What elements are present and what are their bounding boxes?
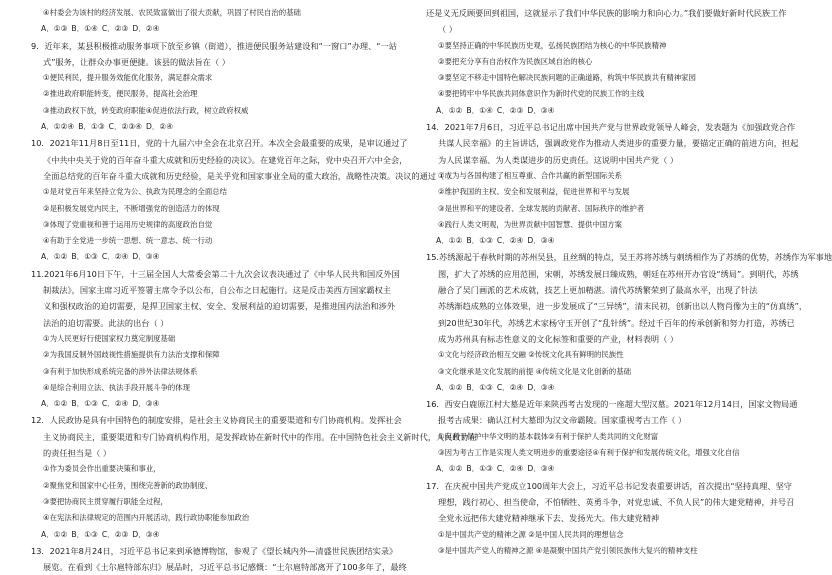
answer-choice: D．②④ xyxy=(145,122,174,132)
question-line: 全党永远把伟大建党精神继承下去、发扬光大。伟大建党精神 xyxy=(438,513,660,524)
answer-choice: D．③④ xyxy=(527,105,555,115)
answer-choice: C．②④ xyxy=(496,236,524,246)
answer-choice: D．③④ xyxy=(527,236,555,246)
question-line: 理想，践行初心、担当使命，不怕牺牲、英勇斗争，对党忠诚、不负人民”的伟大建党精神，并号召 xyxy=(438,496,795,507)
question-line: 9．近年来，某县积极推动服务事项下放至乡镇（街道），推进便民服务站建设和“一窗口”办理、“一站 xyxy=(31,40,397,51)
answer-choices xyxy=(426,461,780,477)
answer-choice: A．①② xyxy=(436,382,463,392)
option-line: ③体现了党重视和善于运用历史规律的高度政治自觉 xyxy=(43,219,213,229)
option-line: ①为人民更好行使国家权力奠定制度基础 xyxy=(43,333,176,343)
question-line: 10．2021年11月8日至11日，党的十九届六中全会在北京召开。本次全会最重要的成果，是审议通过了 xyxy=(31,138,408,149)
question-line: 的责任担当是（ ） xyxy=(43,448,112,459)
answer-choices xyxy=(426,380,780,396)
answer-choice: B．①③ xyxy=(466,236,493,246)
option-line: ①文化与经济政治相互交融 ②传统文化具有鲜明的民族性 xyxy=(438,350,624,360)
answer-choice: C．②④ xyxy=(496,464,524,474)
question-line: 15.苏绣源起于春秋时期的苏州吴县，且丝绸的特点，吴王苏将苏绣与刺绣相作为了苏绣的优势，苏绣作为军事地 xyxy=(426,252,832,263)
question-line: 式”服务，让群众办事更便捷。该县的做法旨在（ ） xyxy=(43,56,230,67)
answer-choice: C．②④ xyxy=(101,252,129,262)
answer-choice: A．①②④ xyxy=(41,122,75,132)
answer-choice: D．③④ xyxy=(527,382,555,392)
option-line: ①作为委员会作出重要决策和事业， xyxy=(43,464,161,474)
answer-choice: B．①③ xyxy=(71,529,98,539)
option-line: ④是综合利用立法、执法手段开展斗争的体现 xyxy=(43,382,191,392)
question-line: 11.2021年6月10日下午，十三届全国人大常委会第二十九次会议表决通过了《中华人民共和国反外国 xyxy=(31,268,400,279)
question-line: 图，扩大了苏绣的应用范围，宋朝，苏绣发展日臻成熟，朝廷在苏州开办官设“绣局”。到明代，苏绣 xyxy=(438,268,799,279)
question-line: 法治的迫切需要。此法的出台（ ） xyxy=(43,317,169,328)
answer-choice: A．①② xyxy=(436,105,463,115)
answer-choice: C．②④ xyxy=(101,399,129,409)
option-line: ②要把充分享有自治权作为民族区域自治的核心 xyxy=(438,56,593,66)
question-line: （ ） xyxy=(438,24,457,35)
option-line: ①便民利民，提升服务效能优化服务，满足群众需求 xyxy=(43,73,213,83)
left-column xyxy=(31,5,477,575)
option-line: ③文化继承是文化发展的前提 ④传统文化是文化创新的基础 xyxy=(438,366,631,376)
option-line: ①是对党百年来坚持立党为公、执政为民理念的全面总结 xyxy=(43,187,228,197)
option-line: ③是中国共产党人的精神之源 ④是凝聚中国共产党引领民族伟大复兴的精神支柱 xyxy=(438,545,698,555)
question-line: 《中共中央关于党的百年奋斗重大成就和历史经验的决议》。在建党百年之际，党中央召开六中全会， xyxy=(43,154,408,165)
answer-choices xyxy=(31,119,404,135)
question-line: 展览。在看到《土尔扈特部东归》展品时，习近平总书记感慨：“土尔扈特部离开了100多年了，最终 xyxy=(43,562,407,573)
answer-choice: C．②③④ xyxy=(108,122,142,132)
answer-choice: D．②④ xyxy=(132,24,160,34)
option-line: ②为我国反制外国歧视性措施提供有力法治支撑和保障 xyxy=(43,350,220,360)
answer-choice: B．①③ xyxy=(78,122,105,132)
option-line: ③推动政权下放，转变政府职能④促进依法行政，树立政府权威 xyxy=(43,105,249,115)
answer-choices xyxy=(31,21,404,37)
option-line: ①要坚持正确的中华民族历史观，弘扬民族团结为核心的中华民族精神 xyxy=(438,40,667,50)
answer-choice: B．①③ xyxy=(466,464,493,474)
option-line: ④要把铸牢中华民族共同体意识作为新时代党的民族工作的主线 xyxy=(438,89,645,99)
answer-choice: A．①② xyxy=(436,464,463,474)
answer-choice: B．①④ xyxy=(71,24,98,34)
answer-choice: C．②③ xyxy=(101,24,129,34)
question-line: 12．人民政协是具有中国特色的制度安排，是社会主义协商民主的重要渠道和专门协商机构。发挥社会 xyxy=(31,415,402,426)
question-line: 16．西安白鹿原江村大墓是近年来陕西考古发现的一座超大型汉墓。2021年12月14日，国家文物局通 xyxy=(426,399,798,410)
question-line: 义和强权政治的迫切需要，是捍卫国家主权、安全、发展利益的迫切需要，是推进国内法治和涉外 xyxy=(43,301,396,312)
answer-choice: C．②③ xyxy=(101,529,129,539)
answer-choice: C．②③ xyxy=(496,105,524,115)
option-line: ②聚焦党和国家中心任务，围绕完善新的政协制度、 xyxy=(43,480,213,490)
answer-choice: D．③④ xyxy=(132,399,160,409)
question-line: 13．2021年8月24日，习近平总书记来到承德博物馆，参观了《望长城内外—清盛世民族团结实录》 xyxy=(31,545,398,556)
option-line: ①有利于保护中华文明的基本载体②有利于保护人类共同的文化财富 xyxy=(438,431,659,441)
option-line: ①成为与各国构建了相互尊重、合作共赢的新型国际关系 xyxy=(438,170,623,180)
answer-choice: B．①③ xyxy=(466,382,493,392)
option-line: ②是积极发展党内民主，不断增强党的创造活力的体现 xyxy=(43,203,220,213)
question-line: 到20世纪30年代，苏绣艺术家杨守玉开创了“乱针绣”。经过千百年的传承创新和努力打造，苏绣已 xyxy=(438,317,795,328)
answer-choices xyxy=(31,396,404,412)
answer-choice: B．①③ xyxy=(71,399,98,409)
question-line: 共谋人民幸福》的主旨讲话，强调政党作为推动人类进步的重要力量，要锚定正确的前进方向，担起 xyxy=(438,138,799,149)
question-line: 14．2021年7月6日，习近平总书记出席中国共产党与世界政党领导人峰会，发表题为《加强政党合作 xyxy=(426,122,796,133)
question-line: 17．在庆祝中国共产党成立100周年大会上，习近平总书记发表重要讲话，首次提出“坚持真理、坚守 xyxy=(426,480,792,491)
option-line: ③要坚定不移走中国特色解决民族问题的正确道路，构筑中华民族共有精神家园 xyxy=(438,73,696,83)
answer-choice: D．③④ xyxy=(132,252,160,262)
answer-choice: B．①④ xyxy=(466,105,493,115)
answer-choice: C．②④ xyxy=(496,382,524,392)
right-column xyxy=(426,5,832,575)
answer-choices xyxy=(426,103,780,119)
answer-choice: A．①② xyxy=(41,529,68,539)
option-line: ②维护我国的主权、安全和发展利益，促进世界和平与发展 xyxy=(438,187,630,197)
answer-choices xyxy=(31,527,404,543)
option-line: ④践行人类文明观，为世界贡献中国智慧、提供中国方案 xyxy=(438,219,623,229)
option-line: ④村委会为该村的经济发展、农民致富做出了很大贡献，巩固了村民自治的基础 xyxy=(43,8,301,17)
answer-choice: A．①② xyxy=(41,252,68,262)
question-line: 报考古成果：确认江村大墓即为汉文帝霸陵。国家重视考古工作（ ） xyxy=(438,415,687,426)
answer-choice: A．①② xyxy=(436,236,463,246)
question-line: 融合了吴门画派的艺术成就，技艺上更加精湛。清代苏绣繁荣到了最高水平，出现了针法 xyxy=(438,285,758,296)
option-line: ①是中国共产党的精神之源 ②是中国人民共同的理想信念 xyxy=(438,529,624,539)
option-line: ④在宪法和法律规定的范围内开展活动，践行政协职能参加政治 xyxy=(43,513,250,523)
option-line: ④有助于全党进一步统一思想、统一意志、统一行动 xyxy=(43,236,213,246)
answer-choice: A．①② xyxy=(41,399,68,409)
answer-choice: B．①③ xyxy=(71,252,98,262)
option-line: ③是世界和平的建设者、全球发展的贡献者、国际秩序的维护者 xyxy=(438,203,645,213)
answer-choice: D．③④ xyxy=(132,529,160,539)
question-line: 制裁法》，国家主席习近平签署主席令予以公布，自公布之日起施行。这是反击美西方国家霸权主 xyxy=(43,285,391,296)
question-line: 主义协商民主，重要渠道和专门协商机构作用，是发挥政协在新时代中的作用。在中国特色社会主义新时代，人民政协在 xyxy=(43,431,477,442)
option-line: ③因为考古工作是实现人类文明进步的重要途径④有利于保护和发展传统文化，增强文化自信 xyxy=(438,448,740,458)
option-line: ③有利于加快形成系统完备的涉外法律法规体系 xyxy=(43,366,198,376)
question-line: 全面总结党的百年奋斗重大成就和历史经验，是关乎党和国家事业全局的重大政治，战略性决策。决议的通过（ ） xyxy=(43,170,455,181)
answer-choice: D．③④ xyxy=(527,464,555,474)
question-line: 苏绣渐趋成熟的立体效果，进一步发展成了“三异绣”，清末民初，创新出以人物肖像为主的“仿真绣”， xyxy=(438,301,808,312)
question-line: 为人民谋幸福、为人类谋进步的历史责任。这说明中国共产党（ ） xyxy=(438,154,679,165)
answer-choice: A．①③ xyxy=(41,24,68,34)
question-line: 成为苏州具有标志性意义的文化标签和重要的产业，材料表明（ ） xyxy=(438,333,679,344)
option-line: ②推进政府职能转变，便民服务，提高社会治理 xyxy=(43,89,198,99)
question-line: 还是义无反顾要回到祖国，这就显示了我们中华民族的影响力和向心力。”我们要做好新时代民族工作 xyxy=(426,8,787,18)
option-line: ③要把协商民主贯穿履行职能全过程， xyxy=(43,496,168,506)
answer-choices xyxy=(426,233,780,249)
answer-choices xyxy=(31,249,404,265)
